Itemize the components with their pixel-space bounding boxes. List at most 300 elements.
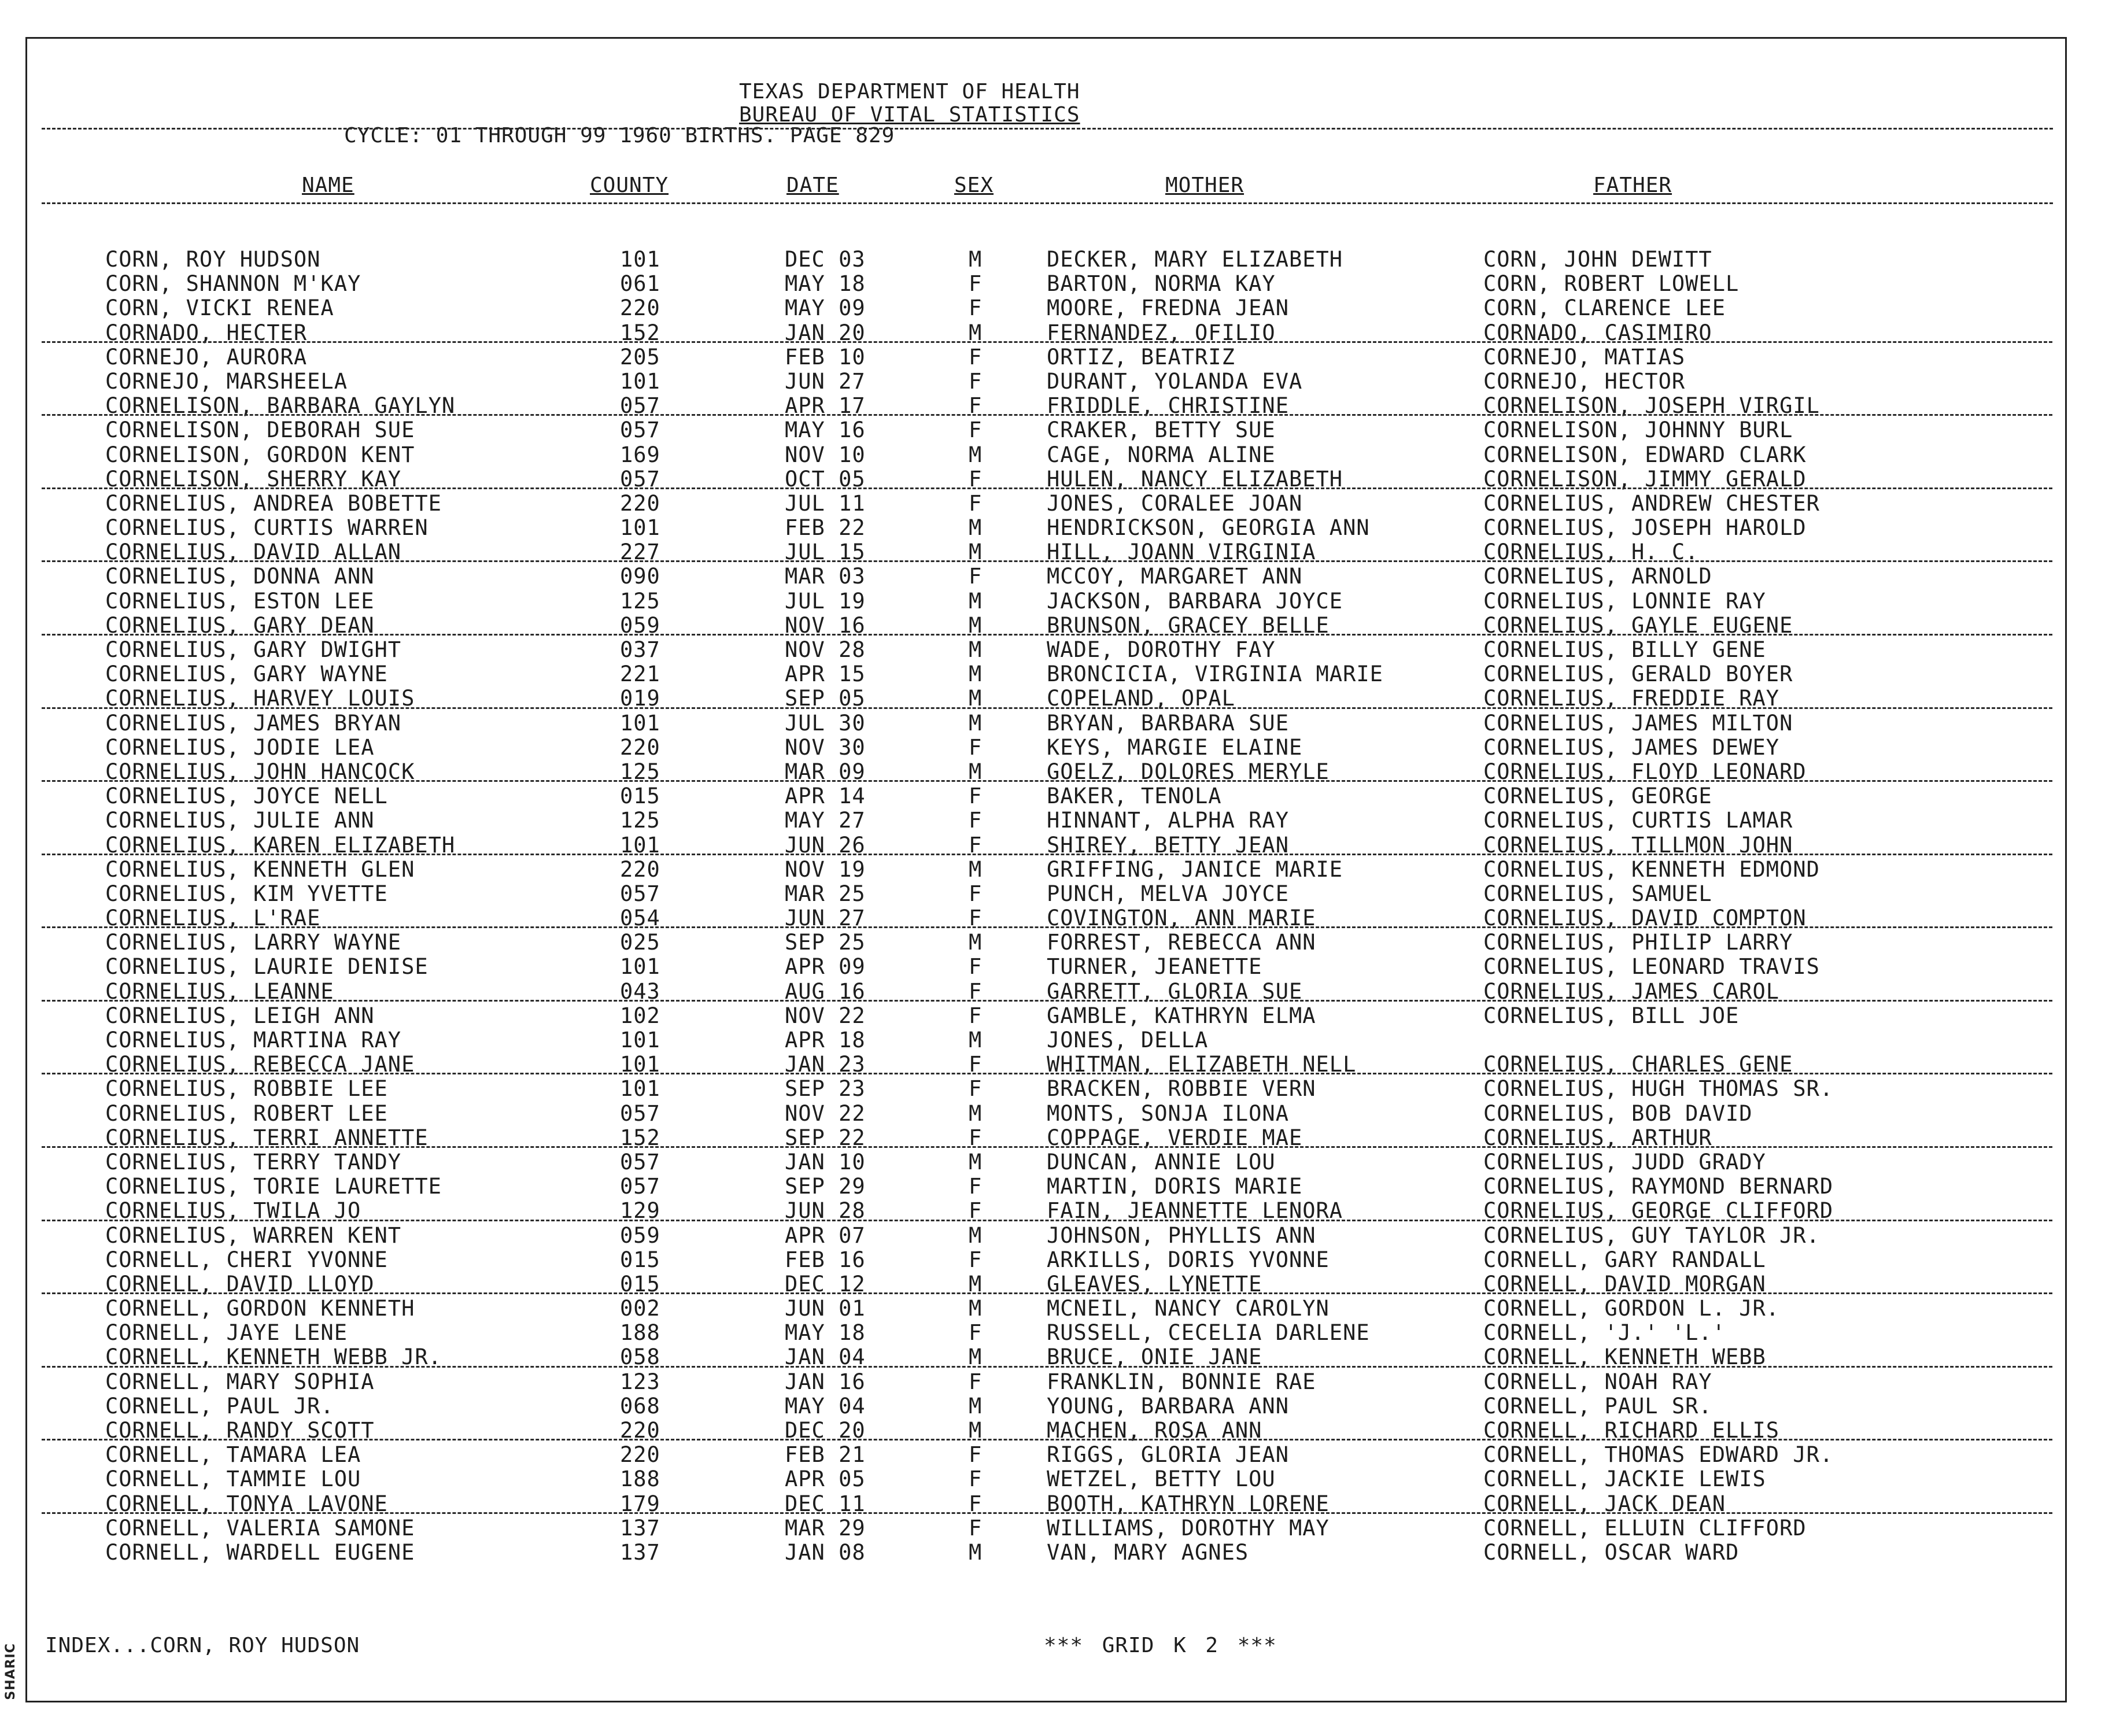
cell-date: JUN 27 — [785, 906, 866, 931]
cell-date: SEP 05 — [785, 686, 866, 711]
table-row — [0, 540, 2116, 564]
cell-mother: GAMBLE, KATHRYN ELMA — [1047, 1003, 1316, 1028]
cell-date: MAY 18 — [785, 271, 866, 297]
cell-father: CORNELIUS, LONNIE RAY — [1483, 588, 1766, 614]
table-row — [0, 760, 2116, 784]
cell-date: JAN 20 — [785, 320, 866, 345]
cell-name: CORN, VICKI RENEA — [105, 296, 334, 321]
cell-mother: WADE, DOROTHY FAY — [1047, 637, 1276, 662]
cell-name: CORNELIUS, TORIE LAURETTE — [105, 1174, 442, 1199]
cell-name: CORNELISON, GORDON KENT — [105, 442, 415, 467]
cell-mother: GOELZ, DOLORES MERYLE — [1047, 759, 1330, 784]
table-row — [0, 1126, 2116, 1150]
table-row — [0, 1467, 2116, 1491]
table-row — [0, 1394, 2116, 1419]
table-row — [0, 345, 2116, 370]
cell-mother: DECKER, MARY ELIZABETH — [1047, 247, 1343, 272]
cell-sex: F — [969, 1442, 983, 1468]
cell-father: CORNELIUS, DAVID COMPTON — [1483, 906, 1807, 931]
cell-date: JAN 10 — [785, 1149, 866, 1174]
cell-mother: RUSSELL, CECELIA DARLENE — [1047, 1320, 1370, 1346]
cell-name: CORNELIUS, ROBBIE LEE — [105, 1076, 388, 1102]
cell-mother: PUNCH, MELVA JOYCE — [1047, 881, 1289, 906]
cell-date: MAY 18 — [785, 1320, 866, 1346]
cell-name: CORNELIUS, LEIGH ANN — [105, 1003, 375, 1028]
cell-name: CORNELL, VALERIA SAMONE — [105, 1515, 415, 1541]
cell-date: FEB 22 — [785, 515, 866, 541]
table-row — [0, 1297, 2116, 1321]
table-row — [0, 1077, 2116, 1101]
cell-county: 015 — [620, 784, 660, 809]
cell-date: JUN 01 — [785, 1296, 866, 1321]
cell-sex: F — [969, 1467, 983, 1492]
cell-mother: BRUCE, ONIE JANE — [1047, 1345, 1262, 1370]
cell-county: 137 — [620, 1539, 660, 1565]
cell-father: CORNELISON, EDWARD CLARK — [1483, 442, 1807, 467]
department-title: TEXAS DEPARTMENT OF HEALTH — [739, 80, 1080, 104]
table-row — [0, 1541, 2116, 1565]
cell-county: 220 — [620, 490, 660, 516]
table-row — [0, 858, 2116, 882]
cell-county: 101 — [620, 954, 660, 980]
cell-name: CORNELIUS, KIM YVETTE — [105, 881, 388, 906]
cell-father: CORNELIUS, CURTIS LAMAR — [1483, 808, 1793, 833]
table-row — [0, 1052, 2116, 1077]
cell-name: CORNELL, JAYE LENE — [105, 1320, 348, 1346]
cell-father: CORNELIUS, BILL JOE — [1483, 1003, 1740, 1028]
table-row — [0, 516, 2116, 540]
cell-mother: DUNCAN, ANNIE LOU — [1047, 1149, 1276, 1174]
cell-date: MAY 09 — [785, 296, 866, 321]
bureau-title: BUREAU OF VITAL STATISTICS — [739, 103, 1080, 127]
cell-date: JAN 04 — [785, 1345, 866, 1370]
cell-date: DEC 11 — [785, 1491, 866, 1516]
cell-father: CORNELIUS, ANDREW CHESTER — [1483, 490, 1820, 516]
cell-name: CORNELISON, DEBORAH SUE — [105, 418, 415, 443]
cell-father: CORNEJO, MATIAS — [1483, 344, 1686, 370]
cell-county: 068 — [620, 1393, 660, 1419]
cell-sex: F — [969, 1003, 983, 1028]
cell-sex: M — [969, 1539, 983, 1565]
table-row — [0, 589, 2116, 614]
cell-mother: MOORE, FREDNA JEAN — [1047, 296, 1289, 321]
cell-father: CORNELIUS, JOSEPH HAROLD — [1483, 515, 1807, 541]
cell-date: APR 14 — [785, 784, 866, 809]
cell-name: CORNELIUS, L'RAE — [105, 906, 321, 931]
cell-name: CORNADO, HECTER — [105, 320, 308, 345]
cell-date: FEB 21 — [785, 1442, 866, 1468]
cell-father: CORNELIUS, GAYLE EUGENE — [1483, 612, 1793, 638]
header-divider-bottom — [42, 202, 2053, 204]
cell-date: NOV 22 — [785, 1003, 866, 1028]
cell-date: SEP 23 — [785, 1076, 866, 1102]
cell-county: 037 — [620, 637, 660, 662]
cell-mother: COPELAND, OPAL — [1047, 686, 1235, 711]
cell-county: 057 — [620, 466, 660, 492]
cell-father: CORNELIUS, SAMUEL — [1483, 881, 1712, 906]
cell-father: CORNELL, DAVID MORGAN — [1483, 1271, 1766, 1297]
cell-county: 101 — [620, 1028, 660, 1052]
cell-mother: BOOTH, KATHRYN LORENE — [1047, 1491, 1330, 1516]
cell-county: 220 — [620, 296, 660, 321]
cell-sex: F — [969, 466, 983, 492]
cell-mother: HENDRICKSON, GEORGIA ANN — [1047, 515, 1370, 541]
cell-name: CORNELIUS, JOYCE NELL — [105, 784, 388, 809]
cell-mother: CRAKER, BETTY SUE — [1047, 418, 1276, 443]
cell-county: 125 — [620, 808, 660, 833]
cell-county: 188 — [620, 1467, 660, 1492]
cell-mother: HINNANT, ALPHA RAY — [1047, 808, 1289, 833]
table-row — [0, 1248, 2116, 1272]
table-row — [0, 1272, 2116, 1297]
cell-name: CORNELL, RANDY SCOTT — [105, 1418, 375, 1443]
cell-sex: M — [969, 588, 983, 614]
cell-sex: F — [969, 393, 983, 419]
table-row — [0, 614, 2116, 638]
table-row — [0, 418, 2116, 442]
cell-father: CORNELIUS, GERALD BOYER — [1483, 662, 1793, 687]
cell-name: CORNELL, MARY SOPHIA — [105, 1369, 375, 1394]
cell-father: CORNADO, CASIMIRO — [1483, 320, 1712, 345]
side-mark-text: SHARIC — [3, 1642, 18, 1700]
cell-father: CORNELL, KENNETH WEBB — [1483, 1345, 1766, 1370]
cell-mother: HILL, JOANN VIRGINIA — [1047, 540, 1316, 565]
cell-sex: F — [969, 1369, 983, 1394]
cell-county: 101 — [620, 1076, 660, 1102]
cell-name: CORNELL, GORDON KENNETH — [105, 1296, 415, 1321]
cell-father: CORNELL, ELLUIN CLIFFORD — [1483, 1515, 1807, 1541]
cell-sex: M — [969, 686, 983, 711]
cell-mother: CAGE, NORMA ALINE — [1047, 442, 1276, 467]
cell-name: CORNELIUS, JODIE LEA — [105, 734, 375, 760]
cell-name: CORNELL, DAVID LLOYD — [105, 1271, 375, 1297]
table-row — [0, 638, 2116, 662]
cell-county: 188 — [620, 1320, 660, 1346]
table-row — [0, 1224, 2116, 1248]
cell-sex: M — [969, 1149, 983, 1174]
cell-county: 057 — [620, 1149, 660, 1174]
cell-name: CORNELIUS, TERRY TANDY — [105, 1149, 402, 1174]
cell-mother: GLEAVES, LYNETTE — [1047, 1271, 1262, 1297]
cell-sex: M — [969, 930, 983, 955]
cell-county: 101 — [620, 368, 660, 394]
cell-sex: F — [969, 1052, 983, 1077]
cell-date: JUN 28 — [785, 1198, 866, 1224]
cell-sex: F — [969, 368, 983, 394]
cell-county: 059 — [620, 1222, 660, 1248]
cell-mother: MARTIN, DORIS MARIE — [1047, 1174, 1303, 1199]
cell-father: CORNELL, JACK DEAN — [1483, 1491, 1726, 1516]
cell-mother: GARRETT, GLORIA SUE — [1047, 978, 1303, 1004]
cell-sex: M — [969, 1296, 983, 1321]
table-row — [0, 394, 2116, 418]
cell-father: CORN, ROBERT LOWELL — [1483, 271, 1740, 297]
cell-county: 058 — [620, 1345, 660, 1370]
cell-date: DEC 12 — [785, 1271, 866, 1297]
cell-mother: JACKSON, BARBARA JOYCE — [1047, 588, 1343, 614]
cell-date: NOV 19 — [785, 856, 866, 882]
cell-mother: BRACKEN, ROBBIE VERN — [1047, 1076, 1316, 1102]
cell-sex: M — [969, 540, 983, 565]
cell-date: MAR 25 — [785, 881, 866, 906]
table-row — [0, 248, 2116, 272]
cell-county: 101 — [620, 515, 660, 541]
cell-mother: DURANT, YOLANDA EVA — [1047, 368, 1303, 394]
cell-father: CORNELISON, JOHNNY BURL — [1483, 418, 1793, 443]
cell-mother: JONES, DELLA — [1047, 1028, 1209, 1052]
cell-sex: F — [969, 1515, 983, 1541]
cell-date: JAN 23 — [785, 1052, 866, 1077]
cell-county: 101 — [620, 710, 660, 736]
cell-name: CORNELIUS, JOHN HANCOCK — [105, 759, 415, 784]
cell-sex: M — [969, 320, 983, 345]
cell-sex: F — [969, 906, 983, 931]
cell-county: 125 — [620, 759, 660, 784]
cell-county: 015 — [620, 1247, 660, 1272]
cell-name: CORNELISON, SHERRY KAY — [105, 466, 402, 492]
cell-county: 090 — [620, 564, 660, 589]
cell-name: CORNELIUS, DONNA ANN — [105, 564, 375, 589]
table-row — [0, 955, 2116, 979]
table-row — [0, 808, 2116, 833]
cell-mother: BARTON, NORMA KAY — [1047, 271, 1276, 297]
cell-name: CORNELIUS, JAMES BRYAN — [105, 710, 402, 736]
cell-father: CORNELIUS, HUGH THOMAS SR. — [1483, 1076, 1834, 1102]
cell-father: CORNELIUS, JUDD GRADY — [1483, 1149, 1766, 1174]
cell-mother: ARKILLS, DORIS YVONNE — [1047, 1247, 1330, 1272]
cell-mother: BRYAN, BARBARA SUE — [1047, 710, 1289, 736]
cell-county: 061 — [620, 271, 660, 297]
cell-father: CORNELIUS, GEORGE CLIFFORD — [1483, 1198, 1834, 1224]
cell-date: DEC 20 — [785, 1418, 866, 1443]
cell-date: JUN 27 — [785, 368, 866, 394]
cell-sex: F — [969, 564, 983, 589]
table-row — [0, 296, 2116, 320]
cell-name: CORNELIUS, REBECCA JANE — [105, 1052, 415, 1077]
cell-name: CORNELL, PAUL JR. — [105, 1393, 334, 1419]
cell-county: 054 — [620, 906, 660, 931]
cell-sex: F — [969, 1320, 983, 1346]
cell-father: CORNELIUS, BOB DAVID — [1483, 1100, 1753, 1126]
cell-sex: F — [969, 418, 983, 443]
cell-date: MAY 04 — [785, 1393, 866, 1419]
cell-name: CORNELIUS, LAURIE DENISE — [105, 954, 429, 980]
cell-sex: M — [969, 612, 983, 638]
cell-father: CORNELIUS, H. C. — [1483, 540, 1699, 565]
table-row — [0, 882, 2116, 906]
cell-sex: F — [969, 1247, 983, 1272]
cell-county: 221 — [620, 662, 660, 687]
cell-county: 025 — [620, 930, 660, 955]
cell-sex: M — [969, 1222, 983, 1248]
cell-county: 057 — [620, 1100, 660, 1126]
cell-county: 220 — [620, 1442, 660, 1468]
cell-father: CORNELIUS, GEORGE — [1483, 784, 1712, 809]
table-row — [0, 492, 2116, 516]
cell-name: CORNELIUS, WARREN KENT — [105, 1222, 402, 1248]
cell-mother: FRANKLIN, BONNIE RAE — [1047, 1369, 1316, 1394]
column-header-mother: MOTHER — [1165, 173, 1245, 197]
cell-county: 179 — [620, 1491, 660, 1516]
cell-county: 123 — [620, 1369, 660, 1394]
cell-sex: F — [969, 1076, 983, 1102]
side-mark — [0, 1639, 21, 1703]
cell-name: CORN, ROY HUDSON — [105, 247, 321, 272]
cell-name: CORNELIUS, MARTINA RAY — [105, 1028, 402, 1052]
cell-mother: SHIREY, BETTY JEAN — [1047, 832, 1289, 858]
cell-sex: M — [969, 1418, 983, 1443]
cell-father: CORN, CLARENCE LEE — [1483, 296, 1726, 321]
cell-sex: F — [969, 1125, 983, 1150]
cell-county: 220 — [620, 856, 660, 882]
cell-father: CORNELIUS, GUY TAYLOR JR. — [1483, 1222, 1820, 1248]
cell-name: CORNELIUS, HARVEY LOUIS — [105, 686, 415, 711]
cell-county: 227 — [620, 540, 660, 565]
cell-county: 152 — [620, 320, 660, 345]
cell-mother: JOHNSON, PHYLLIS ANN — [1047, 1222, 1316, 1248]
cell-name: CORNEJO, MARSHEELA — [105, 368, 348, 394]
cell-sex: M — [969, 515, 983, 541]
table-row — [0, 906, 2116, 930]
table-row — [0, 370, 2116, 394]
cell-name: CORN, SHANNON M'KAY — [105, 271, 361, 297]
cell-name: CORNELIUS, JULIE ANN — [105, 808, 375, 833]
cell-name: CORNELIUS, KAREN ELIZABETH — [105, 832, 456, 858]
table-row — [0, 1419, 2116, 1443]
table-row — [0, 1199, 2116, 1223]
table-row — [0, 272, 2116, 296]
cell-date: JUN 26 — [785, 832, 866, 858]
table-row — [0, 1150, 2116, 1174]
cell-date: APR 18 — [785, 1028, 866, 1052]
cell-name: CORNELIUS, GARY WAYNE — [105, 662, 388, 687]
cell-name: CORNELIUS, TWILA JO — [105, 1198, 361, 1224]
cell-father: CORNELIUS, ARTHUR — [1483, 1125, 1712, 1150]
cell-mother: FERNANDEZ, OFILIO — [1047, 320, 1276, 345]
cell-name: CORNEJO, AURORA — [105, 344, 308, 370]
cell-mother: WETZEL, BETTY LOU — [1047, 1467, 1276, 1492]
cell-county: 137 — [620, 1515, 660, 1541]
index-footer: INDEX...CORN, ROY HUDSON — [45, 1634, 360, 1657]
cell-mother: BRONCICIA, VIRGINIA MARIE — [1047, 662, 1383, 687]
cell-county: 057 — [620, 1174, 660, 1199]
cell-date: NOV 28 — [785, 637, 866, 662]
cell-father: CORNELIUS, PHILIP LARRY — [1483, 930, 1793, 955]
cell-father: CORNELL, RICHARD ELLIS — [1483, 1418, 1780, 1443]
cell-name: CORNELIUS, ESTON LEE — [105, 588, 375, 614]
cell-father: CORNELIUS, ARNOLD — [1483, 564, 1712, 589]
cell-county: 220 — [620, 734, 660, 760]
cell-mother: FORREST, REBECCA ANN — [1047, 930, 1316, 955]
cell-father: CORNELL, THOMAS EDWARD JR. — [1483, 1442, 1834, 1468]
cell-mother: WHITMAN, ELIZABETH NELL — [1047, 1052, 1357, 1077]
cell-father: CORNELIUS, TILLMON JOHN — [1483, 832, 1793, 858]
cell-sex: M — [969, 759, 983, 784]
cell-sex: F — [969, 344, 983, 370]
cell-father: CORNELISON, JOSEPH VIRGIL — [1483, 393, 1820, 419]
cell-county: 152 — [620, 1125, 660, 1150]
cell-father: CORNELIUS, BILLY GENE — [1483, 637, 1766, 662]
cell-name: CORNELIUS, DAVID ALLAN — [105, 540, 402, 565]
cell-mother: HULEN, NANCY ELIZABETH — [1047, 466, 1343, 492]
column-header-county: COUNTY — [590, 173, 669, 197]
cell-sex: F — [969, 734, 983, 760]
cell-sex: M — [969, 1345, 983, 1370]
cell-name: CORNELIUS, ANDREA BOBETTE — [105, 490, 442, 516]
cell-date: APR 07 — [785, 1222, 866, 1248]
cell-name: CORNELISON, BARBARA GAYLYN — [105, 393, 456, 419]
cell-date: MAY 16 — [785, 418, 866, 443]
table-row — [0, 711, 2116, 736]
cell-date: APR 15 — [785, 662, 866, 687]
cell-county: 129 — [620, 1198, 660, 1224]
cell-father: CORNELL, 'J.' 'L.' — [1483, 1320, 1726, 1346]
table-row — [0, 1516, 2116, 1541]
cell-mother: COPPAGE, VERDIE MAE — [1047, 1125, 1303, 1150]
cell-sex: M — [969, 1028, 983, 1052]
table-row — [0, 321, 2116, 345]
cell-mother: WILLIAMS, DOROTHY MAY — [1047, 1515, 1330, 1541]
cell-name: CORNELIUS, CURTIS WARREN — [105, 515, 429, 541]
birth-records-table — [0, 248, 2116, 1565]
table-row — [0, 467, 2116, 492]
cell-date: MAR 03 — [785, 564, 866, 589]
cell-county: 057 — [620, 418, 660, 443]
cell-sex: M — [969, 247, 983, 272]
column-header-sex: SEX — [954, 173, 994, 197]
cell-county: 043 — [620, 978, 660, 1004]
cell-name: CORNELIUS, LEANNE — [105, 978, 334, 1004]
cell-sex: F — [969, 881, 983, 906]
cell-father: CORNELIUS, JAMES CAROL — [1483, 978, 1780, 1004]
table-row — [0, 784, 2116, 808]
cell-date: JAN 16 — [785, 1369, 866, 1394]
cell-date: MAR 09 — [785, 759, 866, 784]
table-row — [0, 1321, 2116, 1345]
cell-date: APR 17 — [785, 393, 866, 419]
cell-mother: MCCOY, MARGARET ANN — [1047, 564, 1303, 589]
cell-county: 057 — [620, 881, 660, 906]
cell-date: JUL 30 — [785, 710, 866, 736]
cell-county: 057 — [620, 393, 660, 419]
table-row — [0, 736, 2116, 760]
cell-father: CORNELIUS, FREDDIE RAY — [1483, 686, 1780, 711]
cell-date: JUL 15 — [785, 540, 866, 565]
cell-mother: BAKER, TENOLA — [1047, 784, 1222, 809]
cell-county: 125 — [620, 588, 660, 614]
cell-name: CORNELL, TAMARA LEA — [105, 1442, 361, 1468]
cell-father: CORNELIUS, JAMES MILTON — [1483, 710, 1793, 736]
table-row — [0, 1443, 2116, 1467]
cell-sex: M — [969, 662, 983, 687]
cell-sex: M — [969, 856, 983, 882]
cell-date: JUL 11 — [785, 490, 866, 516]
cell-date: SEP 29 — [785, 1174, 866, 1199]
cell-county: 220 — [620, 1418, 660, 1443]
table-row — [0, 443, 2116, 467]
cell-county: 002 — [620, 1296, 660, 1321]
cell-name: CORNELIUS, LARRY WAYNE — [105, 930, 402, 955]
cell-father: CORNELIUS, CHARLES GENE — [1483, 1052, 1793, 1077]
cell-date: JAN 08 — [785, 1539, 866, 1565]
cell-father: CORNELL, JACKIE LEWIS — [1483, 1467, 1766, 1492]
cell-name: CORNELIUS, ROBERT LEE — [105, 1100, 388, 1126]
cell-mother: VAN, MARY AGNES — [1047, 1539, 1249, 1565]
cell-date: SEP 22 — [785, 1125, 866, 1150]
cell-mother: RIGGS, GLORIA JEAN — [1047, 1442, 1289, 1468]
cell-sex: F — [969, 808, 983, 833]
table-row — [0, 833, 2116, 858]
